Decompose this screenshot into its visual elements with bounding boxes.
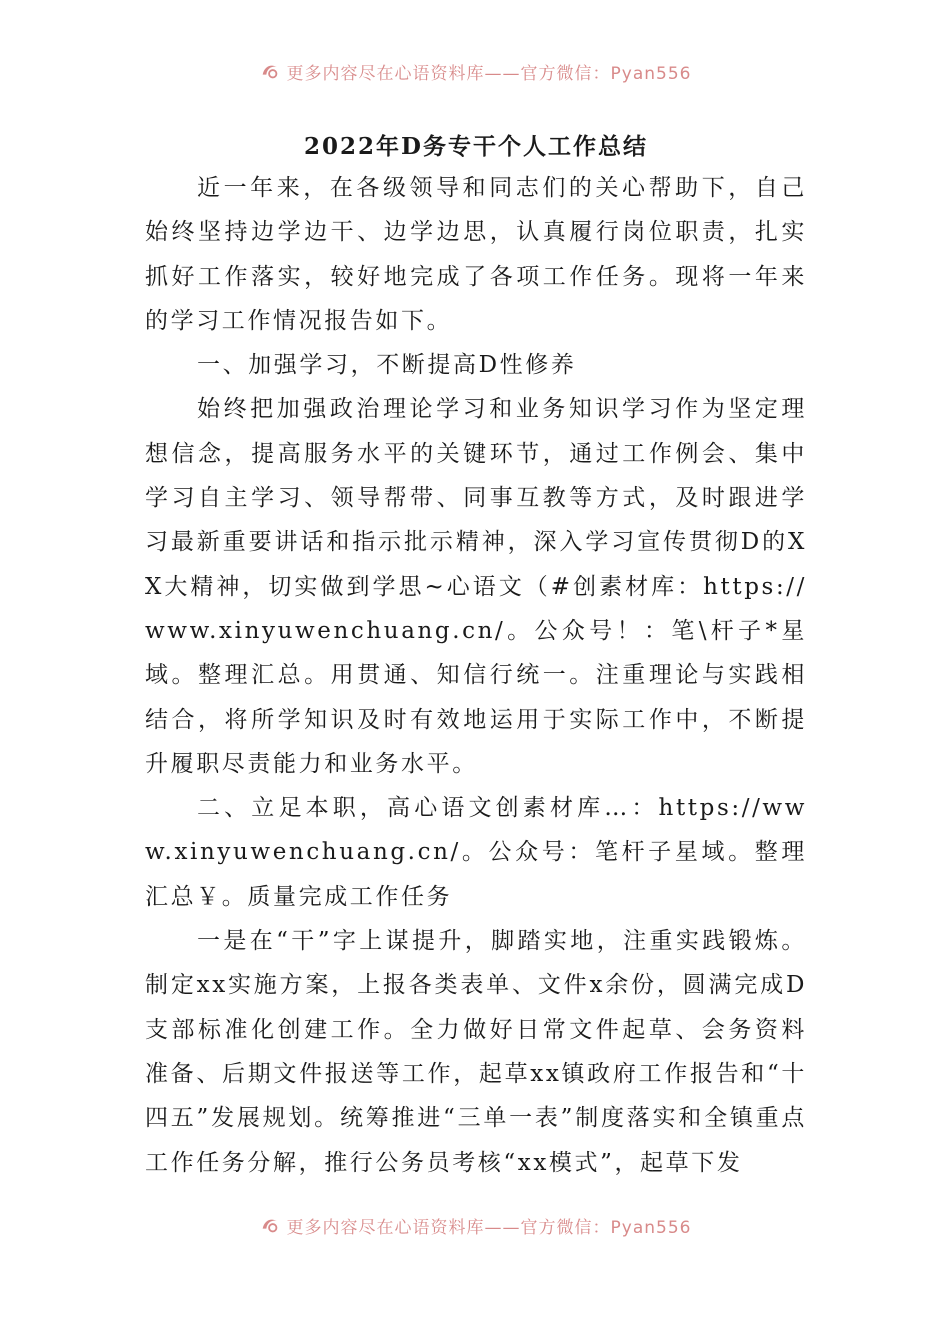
document-body [145, 128, 807, 1185]
header-watermark [0, 56, 950, 86]
paragraph-intro: 近一年来，在各级领导和同志们的关心帮助下，自己始终坚持边学边干、边学边思，认真履行岗位职责，扎实抓好工作落实，较好地完成了各项工作任务。现将一年来的学习工作情况报告如下。 [145, 175, 807, 334]
document-title: 2022年D务专干个人工作总结 [304, 133, 648, 160]
watermark-text: 更多内容尽在心语资料库——官方微信：Pyan556 [286, 63, 692, 84]
section-heading-1: 一、加强学习，不断提高D性修养 [197, 352, 577, 379]
paragraph-work: 一是在“干”字上谋提升，脚踏实地，注重实践锻炼。制定xx实施方案，上报各类表单、文件x余份，圆满完成D支部标准化创建工作。全力做好日常文件起草、会务资料准备、后期文件报送等工作，起草xx镇政府工作报告和“十四五”发展规划。统筹推进“三单一表”制度落实和全镇重点工作任务分解，推行公务员考核“xx模式”，起草下发 [145, 928, 807, 1176]
watermark-logo-icon [259, 60, 281, 82]
watermark-logo-icon [259, 1214, 281, 1236]
section-heading-2: 二、立足本职，高心语文创素材库…：https://www.xinyuwenchuang.cn/。公众号：笔杆子星域。整理汇总￥。质量完成工作任务 [145, 795, 807, 910]
watermark-text: 更多内容尽在心语资料库——官方微信：Pyan556 [286, 1217, 692, 1238]
footer-watermark [0, 1210, 950, 1240]
paragraph-study: 始终把加强政治理论学习和业务知识学习作为坚定理想信念，提高服务水平的关键环节，通过工作例会、集中学习自主学习、领导帮带、同事互教等方式，及时跟进学习最新重要讲话和指示批示精神，深入学习宣传贯彻D的XX大精神，切实做到学思~心语文（#创素材库：https://www.xinyuwenchuang.cn/。公众号！：笔\杆子*星域。整理汇总。用贯通、知信行统一。注重理论与实践相结合，将所学知识及时有效地运用于实际工作中，不断提升履职尽责能力和业务水平。 [145, 396, 807, 777]
